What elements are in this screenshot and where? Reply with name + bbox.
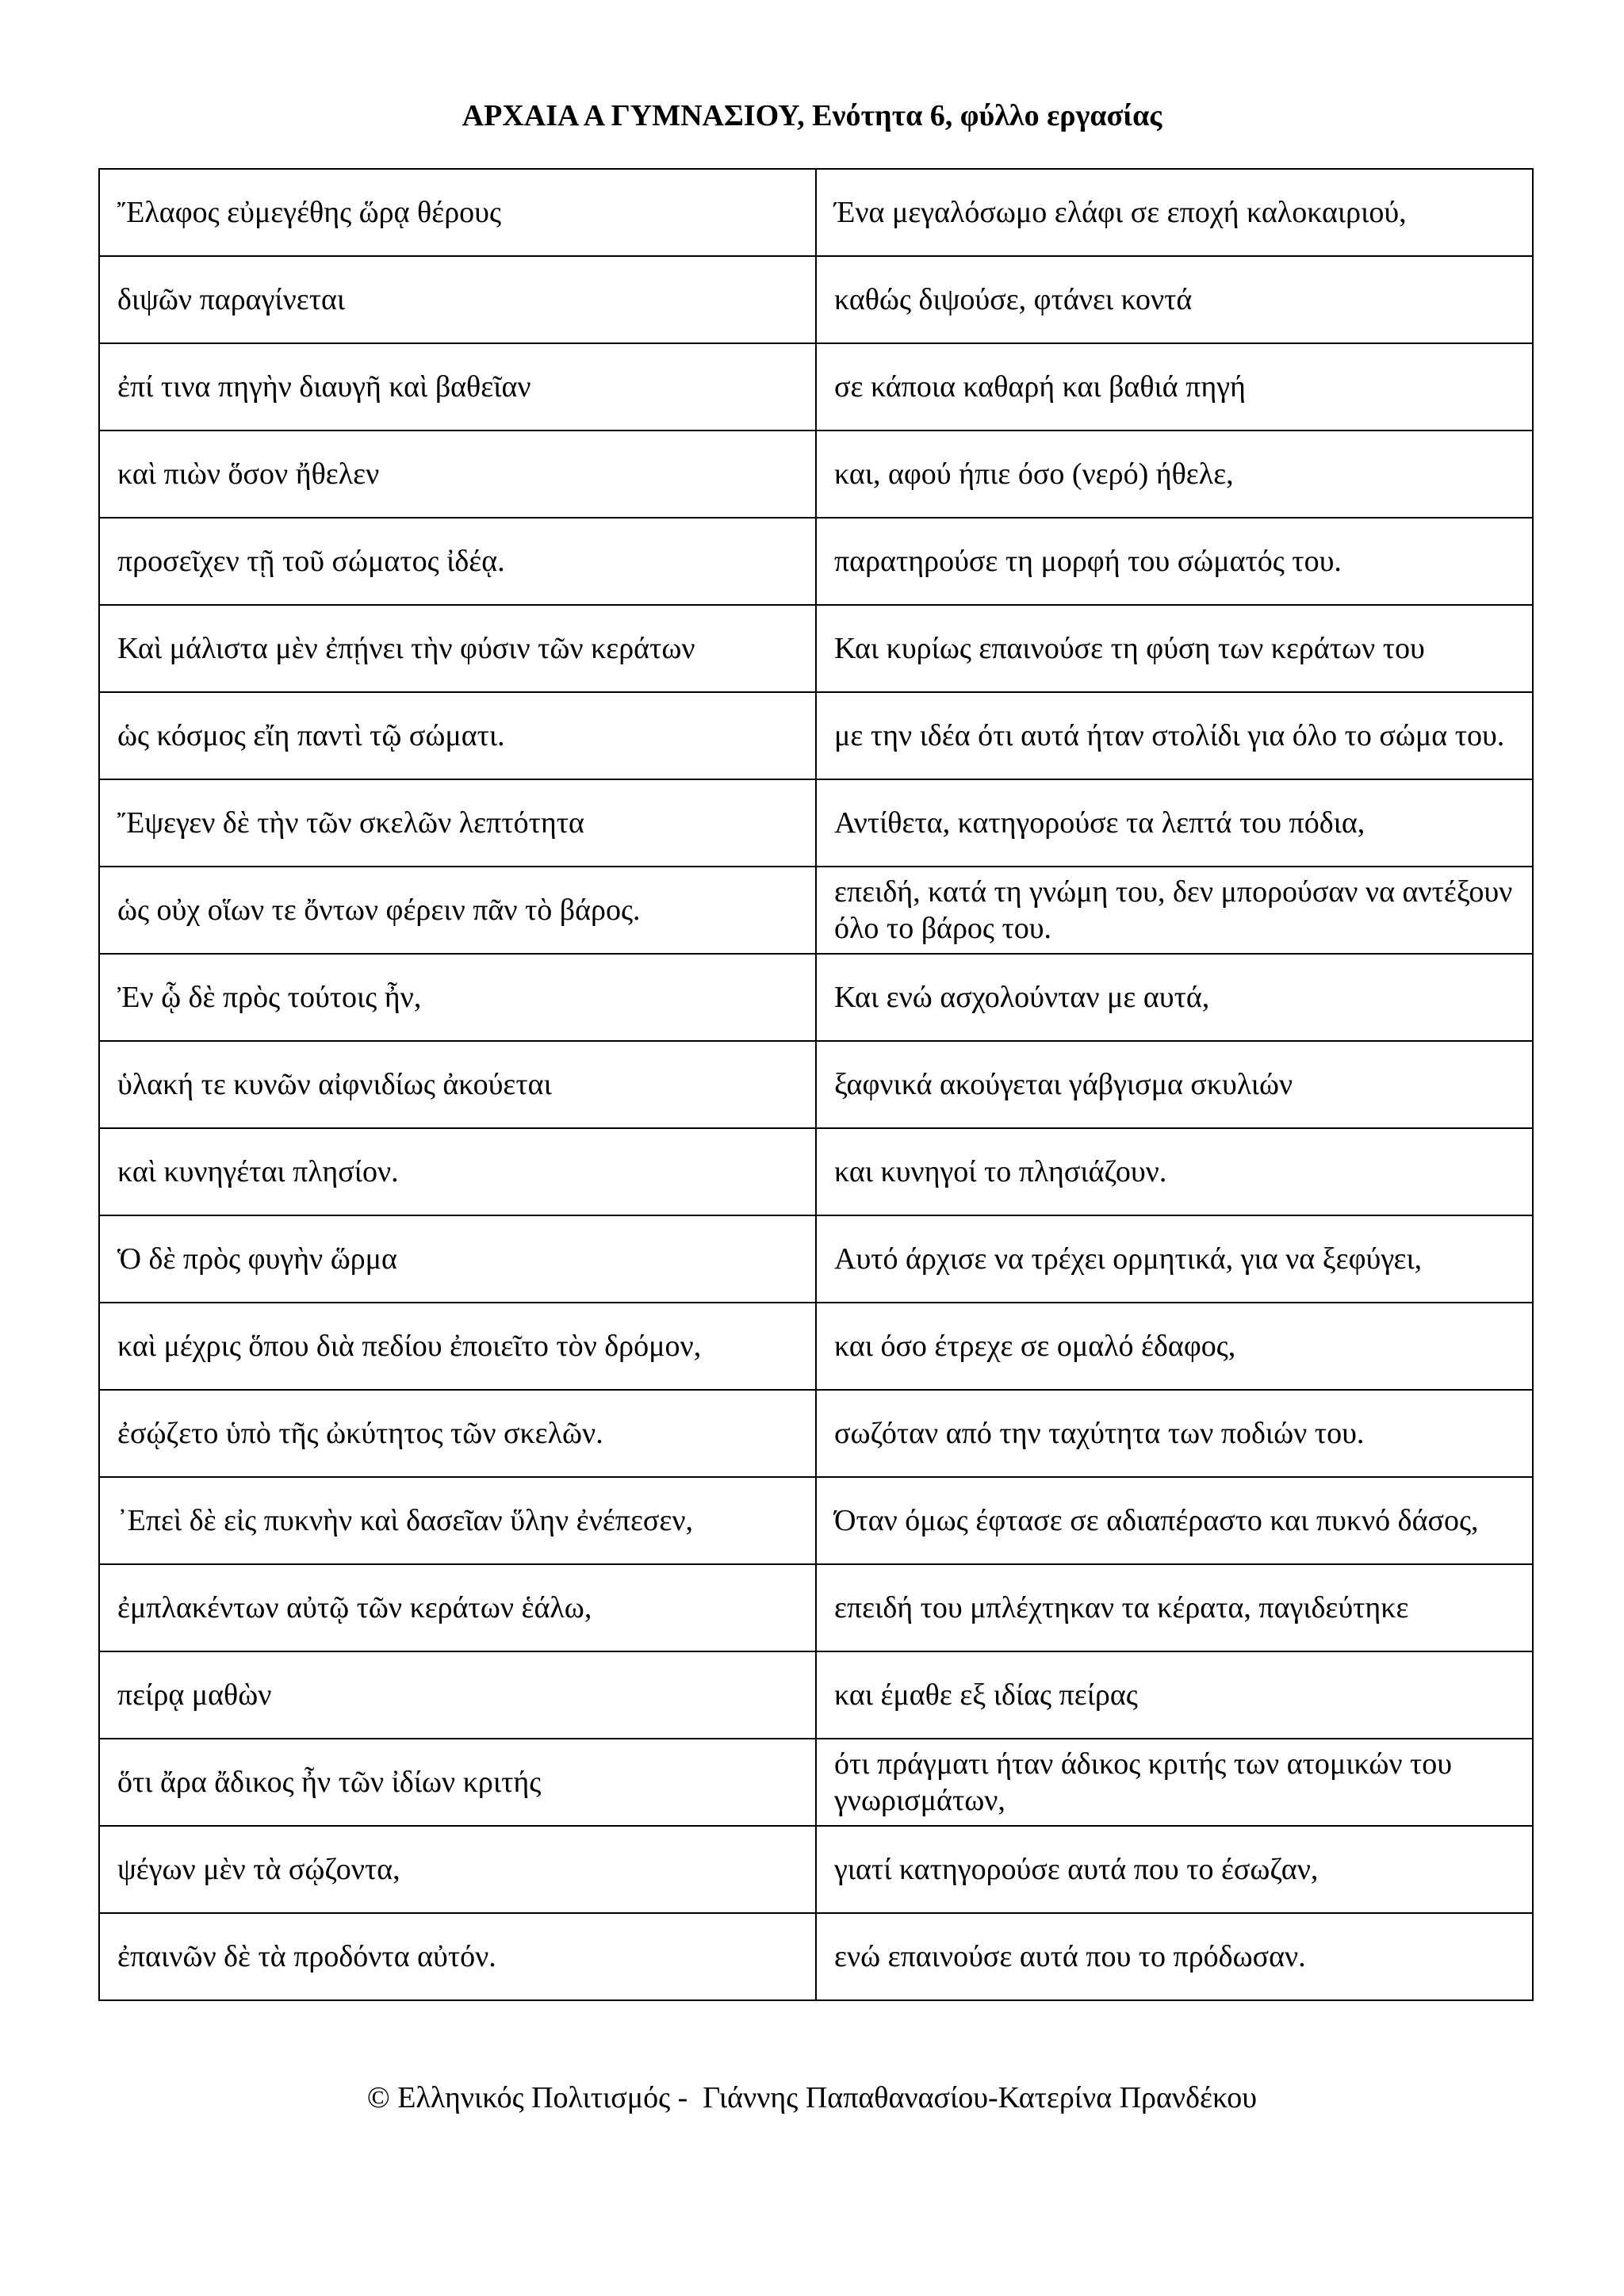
table-row <box>99 1215 1533 1303</box>
ancient-greek-cell: Ἔλαφος εὐμεγέθης ὥρᾳ θέρους <box>99 169 816 256</box>
ancient-greek-cell: ἐμπλακέντων αὐτῷ τῶν κεράτων ἑάλω, <box>99 1564 816 1651</box>
modern-greek-cell: σε κάποια καθαρή και βαθιά πηγή <box>816 343 1533 430</box>
table-row <box>99 1651 1533 1739</box>
table-row <box>99 605 1533 692</box>
ancient-greek-cell: ὡς κόσμος εἴη παντὶ τῷ σώματι. <box>99 692 816 779</box>
table-row <box>99 1826 1533 1913</box>
page-title: ΑΡΧΑΙΑ Α ΓΥΜΝΑΣΙΟΥ, Ενότητα 6, φύλλο εργασίας <box>462 99 1162 132</box>
ancient-greek-cell: ᾿Επεὶ δὲ εἰς πυκνὴν καὶ δασεῖαν ὕλην ἐνέπεσεν, <box>99 1477 816 1564</box>
modern-greek-cell: και έμαθε εξ ιδίας πείρας <box>816 1651 1533 1739</box>
modern-greek-cell: Ένα μεγαλόσωμο ελάφι σε εποχή καλοκαιριού, <box>816 169 1533 256</box>
ancient-greek-cell: ψέγων μὲν τὰ σῴζοντα, <box>99 1826 816 1913</box>
translation-table <box>98 168 1534 2001</box>
table-row <box>99 256 1533 343</box>
modern-greek-cell: με την ιδέα ότι αυτά ήταν στολίδι για όλο το σώμα του. <box>816 692 1533 779</box>
table-row <box>99 169 1533 256</box>
modern-greek-cell: Αυτό άρχισε να τρέχει ορμητικά, για να ξεφύγει, <box>816 1215 1533 1303</box>
modern-greek-cell: Και κυρίως επαινούσε τη φύση των κεράτων του <box>816 605 1533 692</box>
table-row <box>99 430 1533 518</box>
modern-greek-cell: και όσο έτρεχε σε ομαλό έδαφος, <box>816 1303 1533 1390</box>
modern-greek-cell: καθώς διψούσε, φτάνει κοντά <box>816 256 1533 343</box>
table-row <box>99 1303 1533 1390</box>
table-row <box>99 518 1533 605</box>
ancient-greek-cell: Καὶ μάλιστα μὲν ἐπῄνει τὴν φύσιν τῶν κεράτων <box>99 605 816 692</box>
modern-greek-cell: και, αφού ήπιε όσο (νερό) ήθελε, <box>816 430 1533 518</box>
ancient-greek-cell: Ἐν ᾧ δὲ πρὸς τούτοις ἦν, <box>99 954 816 1041</box>
ancient-greek-cell: διψῶν παραγίνεται <box>99 256 816 343</box>
modern-greek-cell: ότι πράγματι ήταν άδικος κριτής των ατομικών του γνωρισμάτων, <box>816 1739 1533 1826</box>
table-row <box>99 1913 1533 2000</box>
ancient-greek-cell: προσεῖχεν τῇ τοῦ σώματος ἰδέᾳ. <box>99 518 816 605</box>
ancient-greek-cell: ἐπί τινα πηγὴν διαυγῆ καὶ βαθεῖαν <box>99 343 816 430</box>
table-row <box>99 1041 1533 1128</box>
table-row <box>99 954 1533 1041</box>
modern-greek-cell: Όταν όμως έφτασε σε αδιαπέραστο και πυκνό δάσος, <box>816 1477 1533 1564</box>
ancient-greek-cell: ἐπαινῶν δὲ τὰ προδόντα αὐτόν. <box>99 1913 816 2000</box>
modern-greek-cell: γιατί κατηγορούσε αυτά που το έσωζαν, <box>816 1826 1533 1913</box>
ancient-greek-cell: Ὁ δὲ πρὸς φυγὴν ὥρμα <box>99 1215 816 1303</box>
modern-greek-cell: επειδή του μπλέχτηκαν τα κέρατα, παγιδεύτηκε <box>816 1564 1533 1651</box>
modern-greek-cell: παρατηρούσε τη μορφή του σώματός του. <box>816 518 1533 605</box>
modern-greek-cell: ενώ επαινούσε αυτά που το πρόδωσαν. <box>816 1913 1533 2000</box>
ancient-greek-cell: καὶ πιὼν ὅσον ἤθελεν <box>99 430 816 518</box>
table-row <box>99 1564 1533 1651</box>
ancient-greek-cell: πείρᾳ μαθὼν <box>99 1651 816 1739</box>
table-row <box>99 692 1533 779</box>
modern-greek-cell: και κυνηγοί το πλησιάζουν. <box>816 1128 1533 1215</box>
ancient-greek-cell: ἐσῴζετο ὑπὸ τῆς ὠκύτητος τῶν σκελῶν. <box>99 1390 816 1477</box>
ancient-greek-cell: ὅτι ἄρα ἄδικος ἦν τῶν ἰδίων κριτής <box>99 1739 816 1826</box>
modern-greek-cell: σωζόταν από την ταχύτητα των ποδιών του. <box>816 1390 1533 1477</box>
table-row <box>99 779 1533 867</box>
ancient-greek-cell: καὶ μέχρις ὅπου διὰ πεδίου ἐποιεῖτο τὸν δρόμον, <box>99 1303 816 1390</box>
modern-greek-cell: Και ενώ ασχολούνταν με αυτά, <box>816 954 1533 1041</box>
ancient-greek-cell: ὑλακή τε κυνῶν αἰφνιδίως ἀκούεται <box>99 1041 816 1128</box>
modern-greek-cell: ξαφνικά ακούγεται γάβγισμα σκυλιών <box>816 1041 1533 1128</box>
modern-greek-cell: Αντίθετα, κατηγορούσε τα λεπτά του πόδια, <box>816 779 1533 867</box>
table-row <box>99 343 1533 430</box>
modern-greek-cell: επειδή, κατά τη γνώμη του, δεν μπορούσαν να αντέξουν όλο το βάρος του. <box>816 867 1533 954</box>
table-row <box>99 1390 1533 1477</box>
ancient-greek-cell: Ἔψεγεν δὲ τὴν τῶν σκελῶν λεπτότητα <box>99 779 816 867</box>
ancient-greek-cell: ὡς οὐχ οἵων τε ὄντων φέρειν πᾶν τὸ βάρος. <box>99 867 816 954</box>
ancient-greek-cell: καὶ κυνηγέται πλησίον. <box>99 1128 816 1215</box>
copyright-footer: © Ελληνικός Πολιτισμός - Γιάννης Παπαθανασίου-Κατερίνα Πρανδέκου <box>366 2081 1258 2114</box>
table-row <box>99 867 1533 954</box>
table-row <box>99 1739 1533 1826</box>
table-row <box>99 1128 1533 1215</box>
table-row <box>99 1477 1533 1564</box>
